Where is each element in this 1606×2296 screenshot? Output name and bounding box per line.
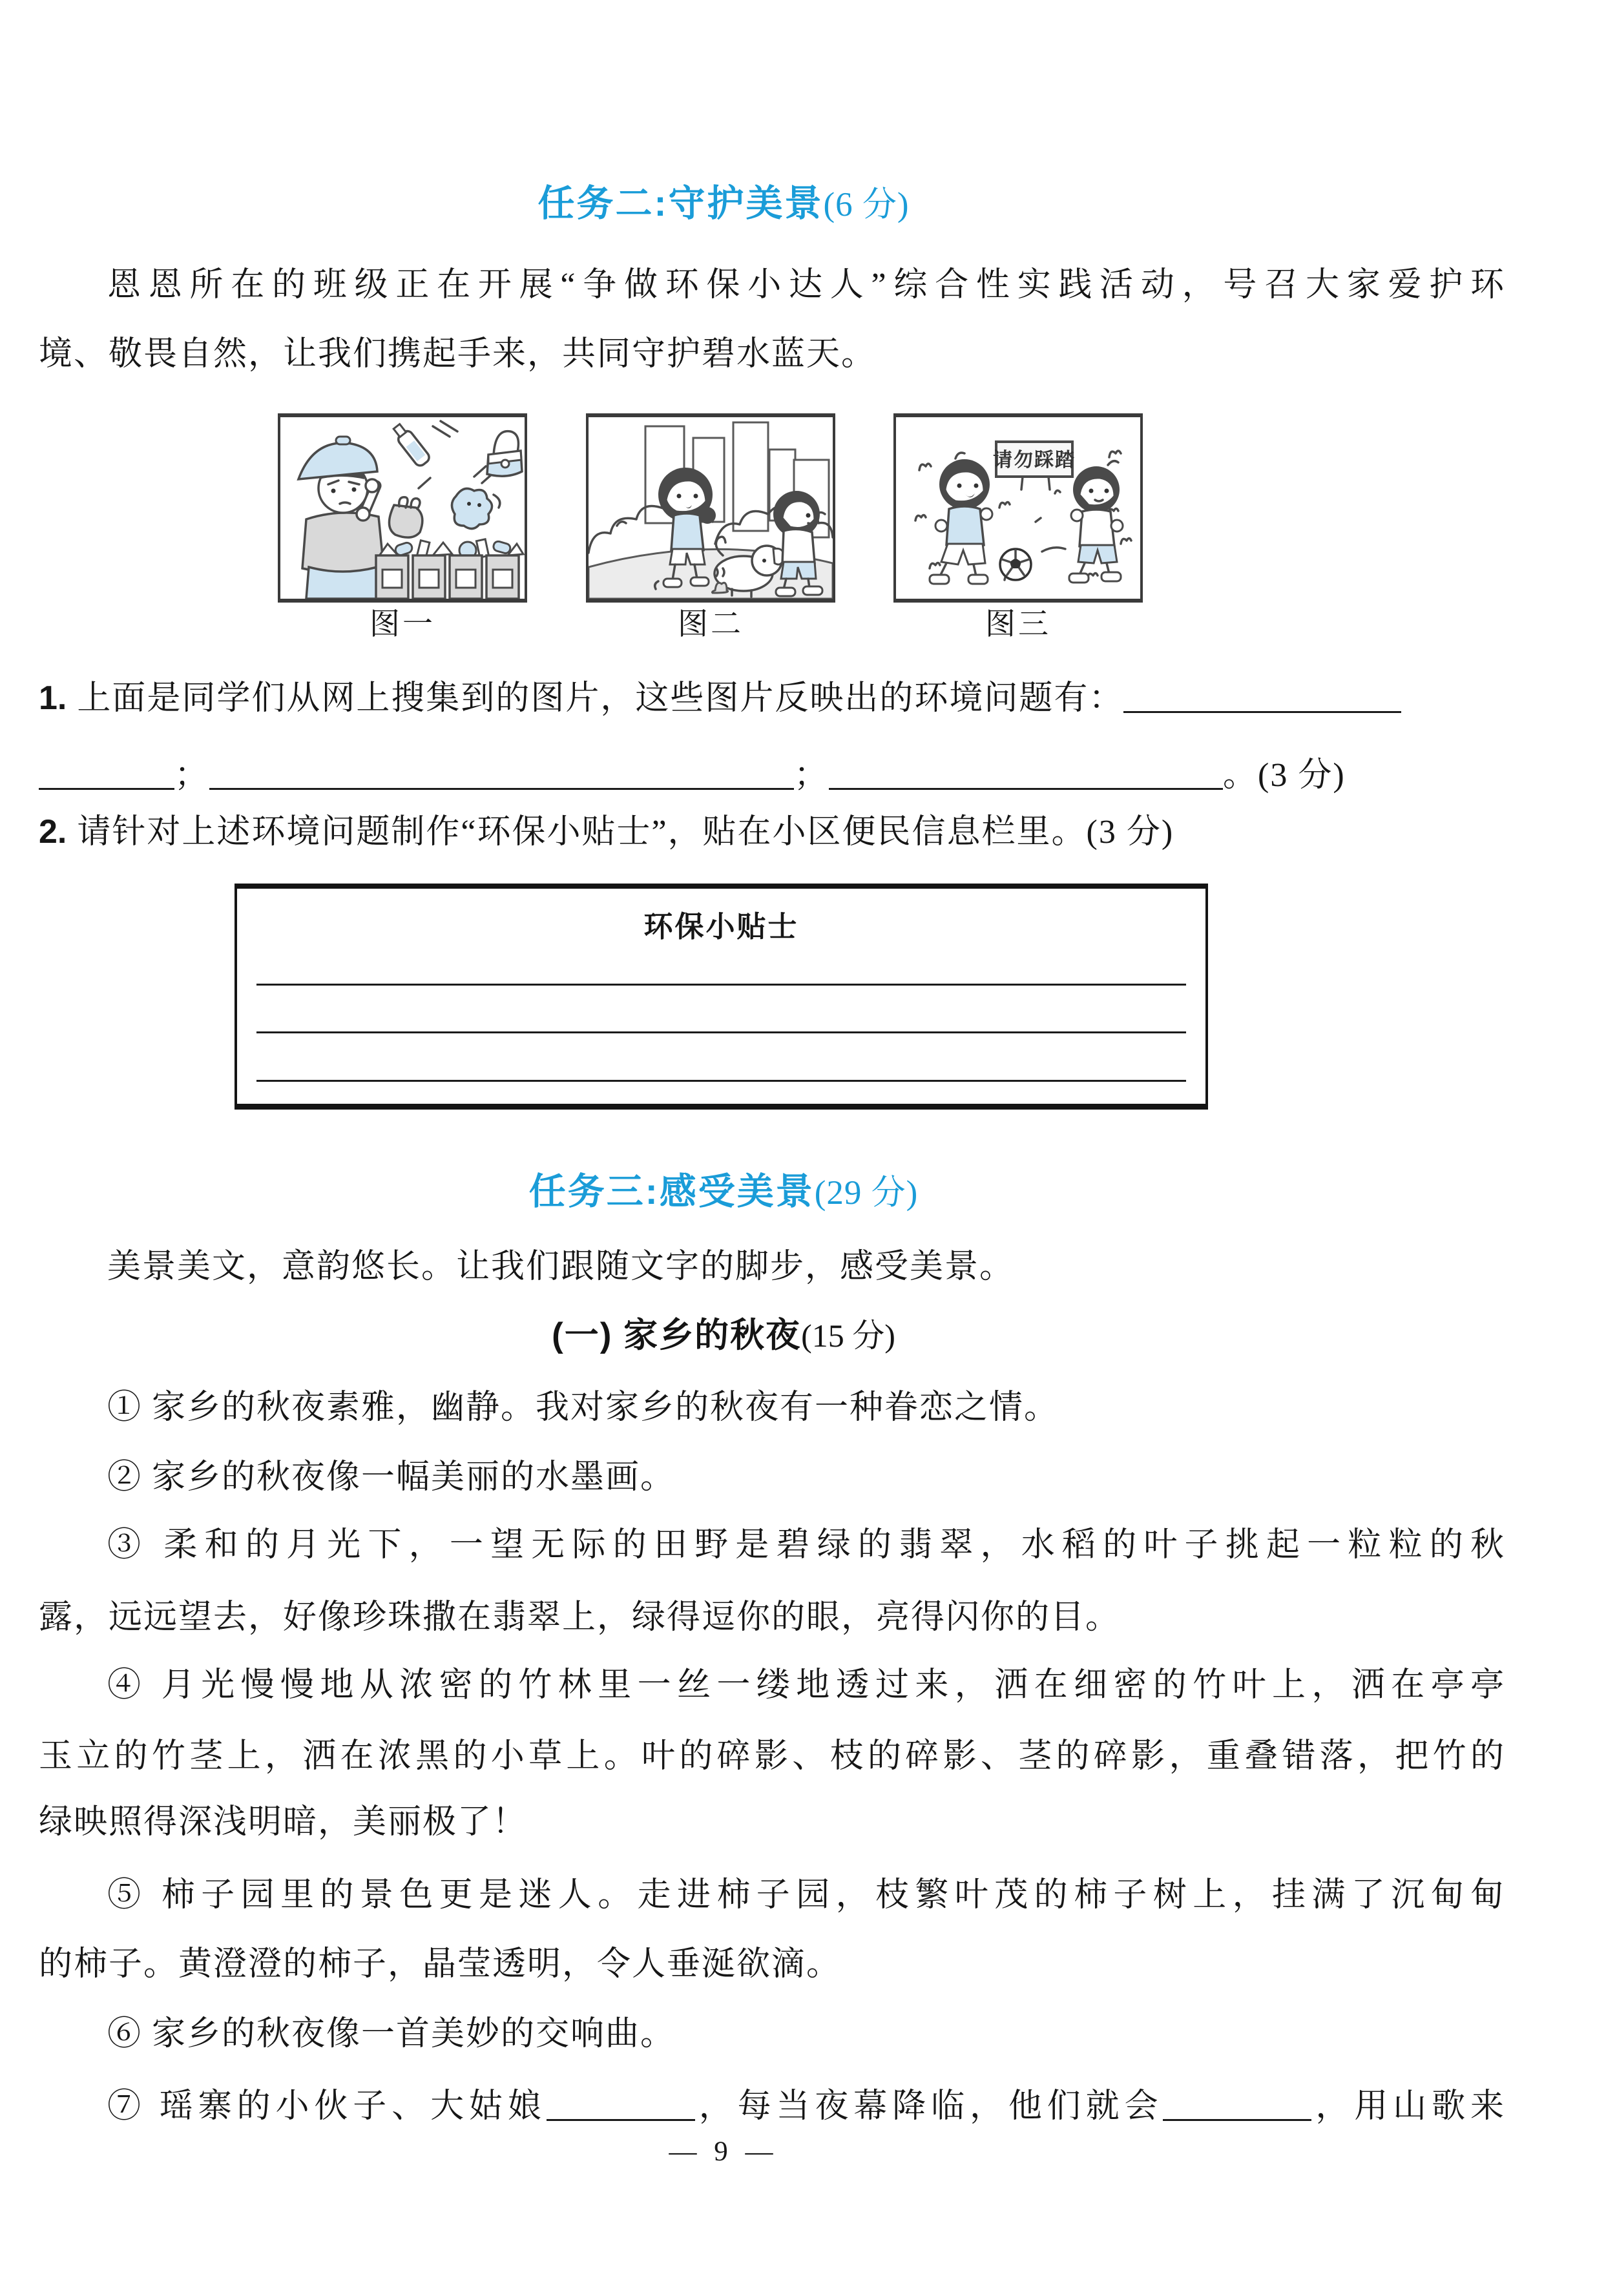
- figure3-label: 图三: [985, 608, 1051, 641]
- question1-line1: [39, 674, 1505, 719]
- passage-paragraph-4-line-1: ④ 月光慢慢地从浓密的竹林里一丝一缕地透过来，洒在细密的竹叶上，洒在亭亭: [107, 1667, 1505, 1704]
- section-title-task3-score: (29 分): [814, 1174, 919, 1212]
- plastic-bag: [389, 497, 422, 537]
- bin: [450, 555, 482, 599]
- passage-paragraph-3-line-1: ③ 柔和的月光下，一望无际的田野是碧绿的翡翠，水稻的叶子挑起一粒粒的秋: [107, 1527, 1505, 1564]
- tips-writing-line: [256, 1080, 1186, 1082]
- reading-subtitle-text: (一) 家乡的秋夜: [552, 1316, 802, 1354]
- passage-paragraph-4-line-3: 绿映照得深浅明暗，美丽极了！: [39, 1804, 528, 1841]
- bin: [413, 555, 445, 599]
- section-title-task2-score: (6 分): [823, 186, 910, 223]
- sign-text: 请勿踩踏: [993, 450, 1076, 471]
- bin: [376, 555, 408, 599]
- player-boy-right: [1069, 461, 1123, 583]
- question1-score: (3 分): [1258, 757, 1346, 794]
- paragraph7-segment-3: ，用山歌来: [1311, 2088, 1505, 2125]
- passage-paragraph-5-line-2: 的柿子。黄澄澄的柿子，晶莹透明，令人垂涎欲滴。: [39, 1946, 842, 1983]
- figure1-drawing: [280, 417, 525, 599]
- paper-wad: [452, 488, 492, 528]
- figure1-littering-illustration: [278, 413, 527, 603]
- flying-trash: [389, 422, 522, 537]
- question1-answer-blank-3: [209, 754, 794, 790]
- bin: [486, 555, 519, 599]
- reading-subtitle-score: (15 分): [801, 1318, 895, 1354]
- shirt: [302, 513, 384, 573]
- question1-answer-blank-1: [1123, 677, 1401, 713]
- shirt: [1079, 510, 1114, 549]
- shorts: [941, 544, 985, 564]
- question2-line: [39, 809, 1505, 854]
- girl-top: [671, 513, 704, 553]
- paragraph7-blank-1: [547, 2085, 695, 2121]
- cap: [298, 443, 377, 479]
- paragraph7-blank-2: [1163, 2085, 1311, 2121]
- passage-paragraph-5-line-1: ⑤ 柿子园里的景色更是迷人。走进柿子园，枝繁叶茂的柿子树上，挂满了沉甸甸: [107, 1877, 1505, 1914]
- question1-answer-blank-2: [39, 754, 174, 790]
- section-title-task3-text: 任务三:感受美景: [528, 1171, 815, 1212]
- figure3-trampling-grass-illustration: [893, 413, 1143, 603]
- section-title-task2-text: 任务二:守护美景: [537, 183, 824, 224]
- pants: [306, 567, 379, 599]
- figure1-label: 图一: [370, 608, 435, 641]
- paragraph7-segment-2: ，每当夜幕降临，他们就会: [694, 2088, 1163, 2125]
- question2-score: (3 分): [1086, 814, 1174, 851]
- shorts: [1078, 545, 1117, 563]
- task2-intro-line-1: 恩恩所在的班级正在开展“争做环保小达人”综合性实践活动，号召大家爱护环: [107, 267, 1505, 304]
- figure2-dog-fouling-illustration: [586, 413, 835, 603]
- figure3-drawing: [896, 417, 1140, 599]
- tips-writing-line: [256, 1031, 1186, 1033]
- passage-paragraph-7: [39, 2082, 1505, 2127]
- task2-intro-line-2: 境、敬畏自然，让我们携起手来，共同守护碧水蓝天。: [39, 336, 877, 373]
- trash-bins: [376, 539, 523, 599]
- passage-paragraph-1: ① 家乡的秋夜素雅，幽静。我对家乡的秋夜有一种眷恋之情。: [107, 1389, 1059, 1426]
- paragraph7-segment-1: ⑦ 瑶寨的小伙子、大姑娘: [107, 2088, 547, 2125]
- boy-with-stick: [298, 437, 384, 599]
- handbag: [487, 431, 522, 477]
- eco-tips-box: [235, 884, 1208, 1110]
- section-title-task2: [0, 181, 1447, 226]
- separator: ；: [174, 757, 210, 794]
- question1-number: 1.: [39, 679, 67, 717]
- section-title-task3: [0, 1169, 1447, 1214]
- hand: [357, 508, 370, 521]
- separator: ；: [794, 757, 829, 794]
- figure2-label: 图二: [678, 608, 744, 641]
- tips-writing-line: [256, 984, 1186, 986]
- hand: [366, 479, 379, 492]
- reading-subtitle: [0, 1313, 1447, 1358]
- question1-text: 上面是同学们从网上搜集到的图片，这些图片反映出的环境问题有：: [77, 680, 1124, 717]
- boy-shirt: [782, 529, 815, 565]
- question2-text: 请针对上述环境问题制作“环保小贴士”，贴在小区便民信息栏里。: [77, 814, 1087, 851]
- task3-intro: 美景美文，意韵悠长。让我们跟随文字的脚步，感受美景。: [107, 1248, 1015, 1285]
- passage-paragraph-6: ⑥ 家乡的秋夜像一首美妙的交响曲。: [107, 2016, 676, 2053]
- passage-paragraph-3-line-2: 露，远远望去，好像珍珠撒在翡翠上，绿得逗你的眼，亮得闪你的目。: [39, 1599, 1121, 1636]
- question1-ending: 。: [1223, 757, 1258, 794]
- question1-answer-blank-4: [829, 754, 1223, 790]
- bottle: [390, 422, 431, 468]
- keep-off-grass-sign: [993, 442, 1076, 490]
- soccer-ball: [1000, 549, 1031, 580]
- eco-tips-box-title: 环保小贴士: [643, 910, 799, 943]
- figure2-drawing: [589, 417, 833, 599]
- page-number: — 9 —: [669, 2136, 778, 2167]
- question1-line2: [39, 750, 1505, 796]
- passage-paragraph-2: ② 家乡的秋夜像一幅美丽的水墨画。: [107, 1459, 676, 1496]
- shirt: [946, 506, 984, 548]
- passage-paragraph-4-line-2: 玉立的竹茎上，洒在浓黑的小草上。叶的碎影、枝的碎影、茎的碎影，重叠错落，把竹的: [39, 1738, 1505, 1775]
- question2-number: 2.: [39, 813, 67, 851]
